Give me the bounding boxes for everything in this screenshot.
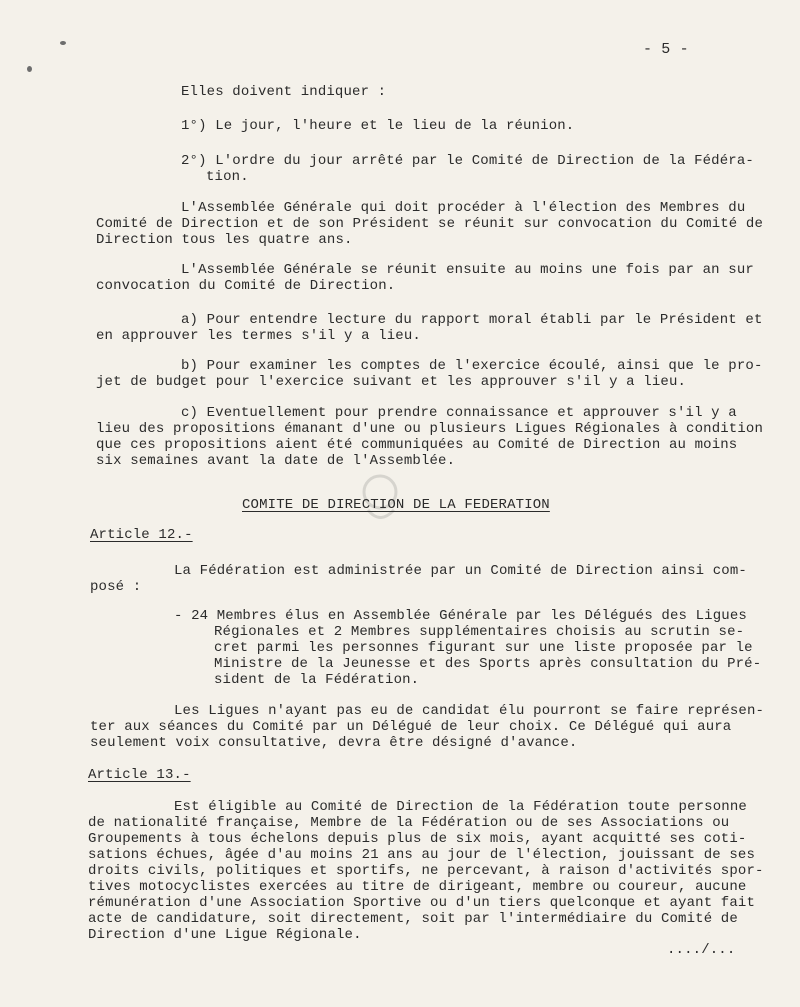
article-13-line: Groupements à tous échelons depuis plus de six mois, ayant acquitté ses coti- bbox=[88, 831, 747, 847]
article-13-line: rémunération d'une Association Sportive ou d'un tiers quelconque et ayant fait bbox=[88, 895, 756, 911]
article-12-para2-line: ter aux séances du Comité par un Délégué de leur choix. Ce Délégué qui aura bbox=[90, 719, 732, 735]
article-12-para1-line: La Fédération est administrée par un Comité de Direction ainsi com- bbox=[174, 563, 747, 579]
article-13-line: Direction d'une Ligue Régionale. bbox=[88, 927, 362, 943]
item-c-line: six semaines avant la date de l'Assemblée. bbox=[96, 453, 456, 469]
indication-2-cont: tion. bbox=[206, 169, 249, 185]
para2-line: L'Assemblée Générale se réunit ensuite au moins une fois par an sur bbox=[181, 262, 754, 278]
item-b-line: b) Pour examiner les comptes de l'exercice écoulé, ainsi que le pro- bbox=[181, 358, 763, 374]
article-12-para1-line: posé : bbox=[90, 579, 142, 595]
article-12-bullet-line: - 24 Membres élus en Assemblée Générale par les Délégués des Ligues bbox=[174, 608, 747, 624]
indication-1: 1°) Le jour, l'heure et le lieu de la réunion. bbox=[181, 118, 575, 134]
article-12-bullet-line: Régionales et 2 Membres supplémentaires choisis au scrutin se- bbox=[214, 624, 745, 640]
para1-line: Direction tous les quatre ans. bbox=[96, 232, 353, 248]
article-12-bullet-line: Ministre de la Jeunesse et des Sports après consultation du Pré- bbox=[214, 656, 762, 672]
article-13-line: droits civils, politiques et sportifs, ne percevant, à raison d'activités spor- bbox=[88, 863, 764, 879]
item-c-line: lieu des propositions émanant d'une ou plusieurs Ligues Régionales à condition bbox=[96, 421, 764, 437]
article-12-title: Article 12.- bbox=[90, 527, 193, 543]
article-12-bullet-line: cret parmi les personnes figurant sur une liste proposée par le bbox=[214, 640, 753, 656]
article-13-line: sations échues, âgée d'au moins 21 ans au jour de l'élection, jouissant de ses bbox=[88, 847, 756, 863]
ink-speck bbox=[27, 66, 32, 72]
article-13-line: acte de candidature, soit directement, soit par l'intermédiaire du Comité de bbox=[88, 911, 738, 927]
para1-line: Comité de Direction et de son Président se réunit sur convocation du Comité de bbox=[96, 216, 764, 232]
para2-line: convocation du Comité de Direction. bbox=[96, 278, 396, 294]
ink-speck bbox=[60, 41, 66, 45]
page-number: - 5 - bbox=[643, 41, 689, 58]
article-12-para2-line: seulement voix consultative, devra être désigné d'avance. bbox=[90, 735, 578, 751]
continuation-mark: ..../... bbox=[667, 942, 736, 958]
article-13-line: tives motocyclistes exercées au titre de dirigeant, membre ou coureur, aucune bbox=[88, 879, 747, 895]
article-12-bullet-line: sident de la Fédération. bbox=[214, 672, 420, 688]
article-13-line: Est éligible au Comité de Direction de la Fédération toute personne bbox=[174, 799, 747, 815]
item-c-line: que ces propositions aient été communiquées au Comité de Direction au moins bbox=[96, 437, 738, 453]
intro-line: Elles doivent indiquer : bbox=[181, 84, 387, 100]
article-13-line: de nationalité française, Membre de la Fédération ou de ses Associations ou bbox=[88, 815, 730, 831]
item-c-line: c) Eventuellement pour prendre connaissance et approuver s'il y a bbox=[181, 405, 737, 421]
item-b-line: jet de budget pour l'exercice suivant et les approuver s'il y a lieu. bbox=[96, 374, 687, 390]
para1-line: L'Assemblée Générale qui doit procéder à l'élection des Membres du bbox=[181, 200, 746, 216]
indication-2: 2°) L'ordre du jour arrêté par le Comité de Direction de la Fédéra- bbox=[181, 153, 754, 169]
section-heading: COMITE DE DIRECTION DE LA FEDERATION bbox=[242, 497, 550, 513]
item-a-line: en approuver les termes s'il y a lieu. bbox=[96, 328, 421, 344]
article-12-para2-line: Les Ligues n'ayant pas eu de candidat élu pourront se faire représen- bbox=[174, 703, 765, 719]
article-13-title: Article 13.- bbox=[88, 767, 191, 783]
item-a-line: a) Pour entendre lecture du rapport moral établi par le Président et bbox=[181, 312, 763, 328]
